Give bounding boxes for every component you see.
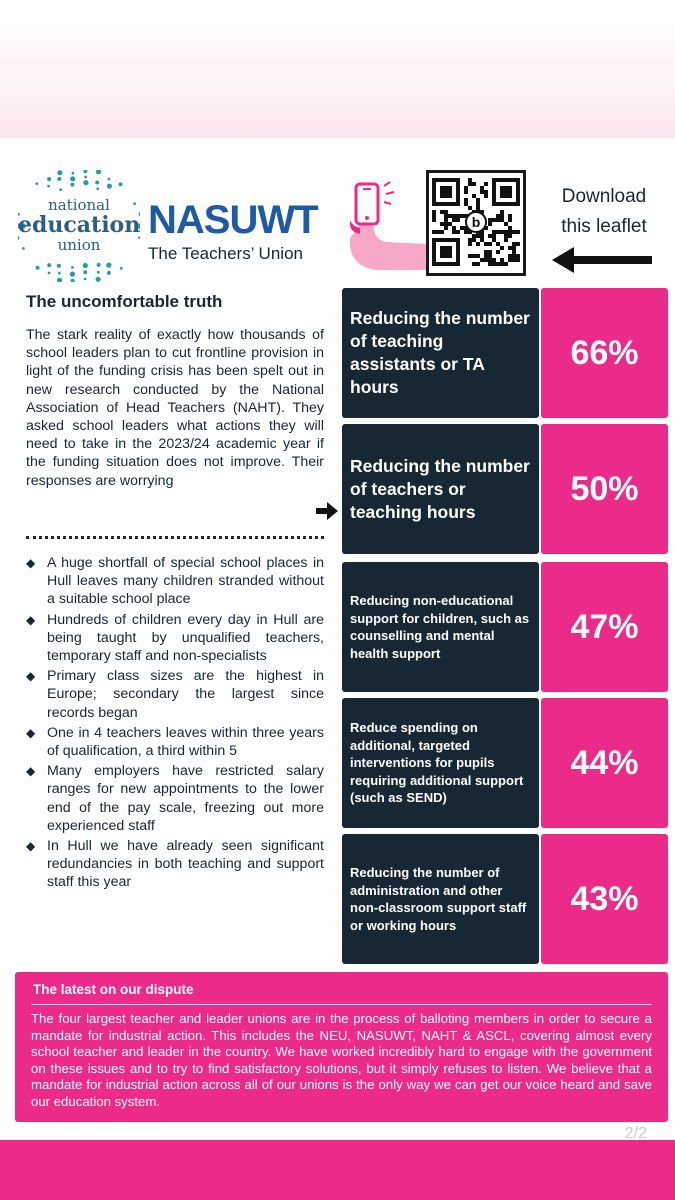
article-body: The stark reality of exactly how thousands of school leaders plan to cut frontline provision in light of the funding crisis has been spelt out in new research conducted by the National Association of Head Teachers (NAHT). They asked school leaders what actions they will need to take in the 2023/24 academic year if the funding situation does not improve. Their responses are worrying: [26, 327, 324, 489]
list-item-text: Hundreds of children every day in Hull are being taught by unqualified teachers, temporary staff and non-specialists: [47, 611, 324, 665]
neu-logo-line2: education: [18, 212, 141, 238]
arrow-left-icon: [552, 245, 652, 275]
stat-label: Reducing the number of administration and other non-classroom support staff or working hours: [342, 834, 539, 964]
list-item-text: One in 4 teachers leaves within three years of qualification, a third within 5: [47, 724, 324, 760]
dispute-divider: [31, 1004, 652, 1005]
neu-logo: [18, 170, 140, 282]
dotted-divider: [26, 536, 324, 539]
list-item: [26, 667, 324, 722]
diamond-bullet-icon: ◆: [26, 839, 36, 854]
stat-row: [342, 288, 668, 418]
stat-row: [342, 834, 668, 964]
nasuwt-tagline: The Teachers’ Union: [148, 244, 303, 263]
phone-icon: [346, 180, 426, 275]
stat-percentage: 43%: [541, 834, 668, 964]
svg-text:b: b: [471, 214, 481, 230]
neu-logo-line1: national: [48, 196, 110, 214]
list-item: [26, 837, 324, 892]
list-item-text: In Hull we have already seen significant redundancies in both teaching and support staff this year: [47, 838, 324, 891]
list-item: [26, 554, 324, 609]
list-item-text: Primary class sizes are the highest in Europe; secondary the largest since records began: [47, 668, 324, 721]
nasuwt-name: NASUWT: [148, 198, 318, 242]
diamond-bullet-icon: ◆: [26, 556, 36, 570]
dispute-box: [15, 972, 668, 1122]
arrow-right-icon: [316, 502, 338, 520]
article-heading: The uncomfortable truth: [26, 292, 223, 311]
stat-percentage: 44%: [541, 698, 668, 828]
list-item: [26, 762, 324, 835]
stat-label: Reducing the number of teaching assistants or TA hours: [342, 288, 539, 418]
diamond-bullet-icon: ◆: [26, 725, 36, 740]
stat-label: Reducing the number of teachers or teaching hours: [342, 424, 539, 554]
diamond-bullet-icon: ◆: [26, 764, 36, 779]
top-background: [0, 0, 675, 138]
stat-row: [342, 562, 668, 692]
stat-row: [342, 698, 668, 828]
download-prompt: [540, 182, 668, 242]
qr-code-icon[interactable]: [426, 170, 526, 276]
diamond-bullet-icon: ◆: [26, 669, 36, 684]
download-line2: this leaflet: [561, 216, 647, 237]
stat-label: Reducing non-educational support for children, such as counselling and mental health support: [342, 562, 539, 692]
dispute-body: The four largest teacher and leader unions are in the process of balloting members in order to secure a mandate for industrial action. This includes the NEU, NASUWT, NAHT & ASCL, covering almost every school teacher and leader in the country. We have worked incredibly hard to engage with the government on these issues and to try to find satisfactory solutions, but it simply refuses to listen. We believe that a mandate for industrial action across all of our unions is the only way we can get our voice heard and save our education system.: [31, 1011, 652, 1109]
stat-percentage: 66%: [541, 288, 668, 418]
download-line1: Download: [561, 186, 647, 207]
list-item: [26, 611, 324, 666]
stat-percentage: 50%: [541, 424, 668, 554]
nasuwt-logo: [148, 200, 338, 264]
bottom-background: [0, 1140, 675, 1200]
stat-row: [342, 424, 668, 554]
diamond-bullet-icon: ◆: [26, 612, 36, 627]
neu-logo-line3: union: [57, 236, 101, 254]
stat-percentage: 47%: [541, 562, 668, 692]
list-item-text: A huge shortfall of special school places in Hull leaves many children stranded without a suitable school place: [47, 555, 324, 608]
dispute-heading: The latest on our dispute: [33, 982, 194, 997]
bullet-list: [26, 554, 324, 894]
stat-label: Reduce spending on additional, targeted interventions for pupils requiring additional support (such as SEND): [342, 698, 539, 828]
list-item: [26, 724, 324, 760]
list-item-text: Many employers have restricted salary ranges for new appointments to the lower end of the pay scale, freezing out more experienced staff: [47, 763, 324, 834]
page-number: 2/2: [624, 1125, 647, 1142]
